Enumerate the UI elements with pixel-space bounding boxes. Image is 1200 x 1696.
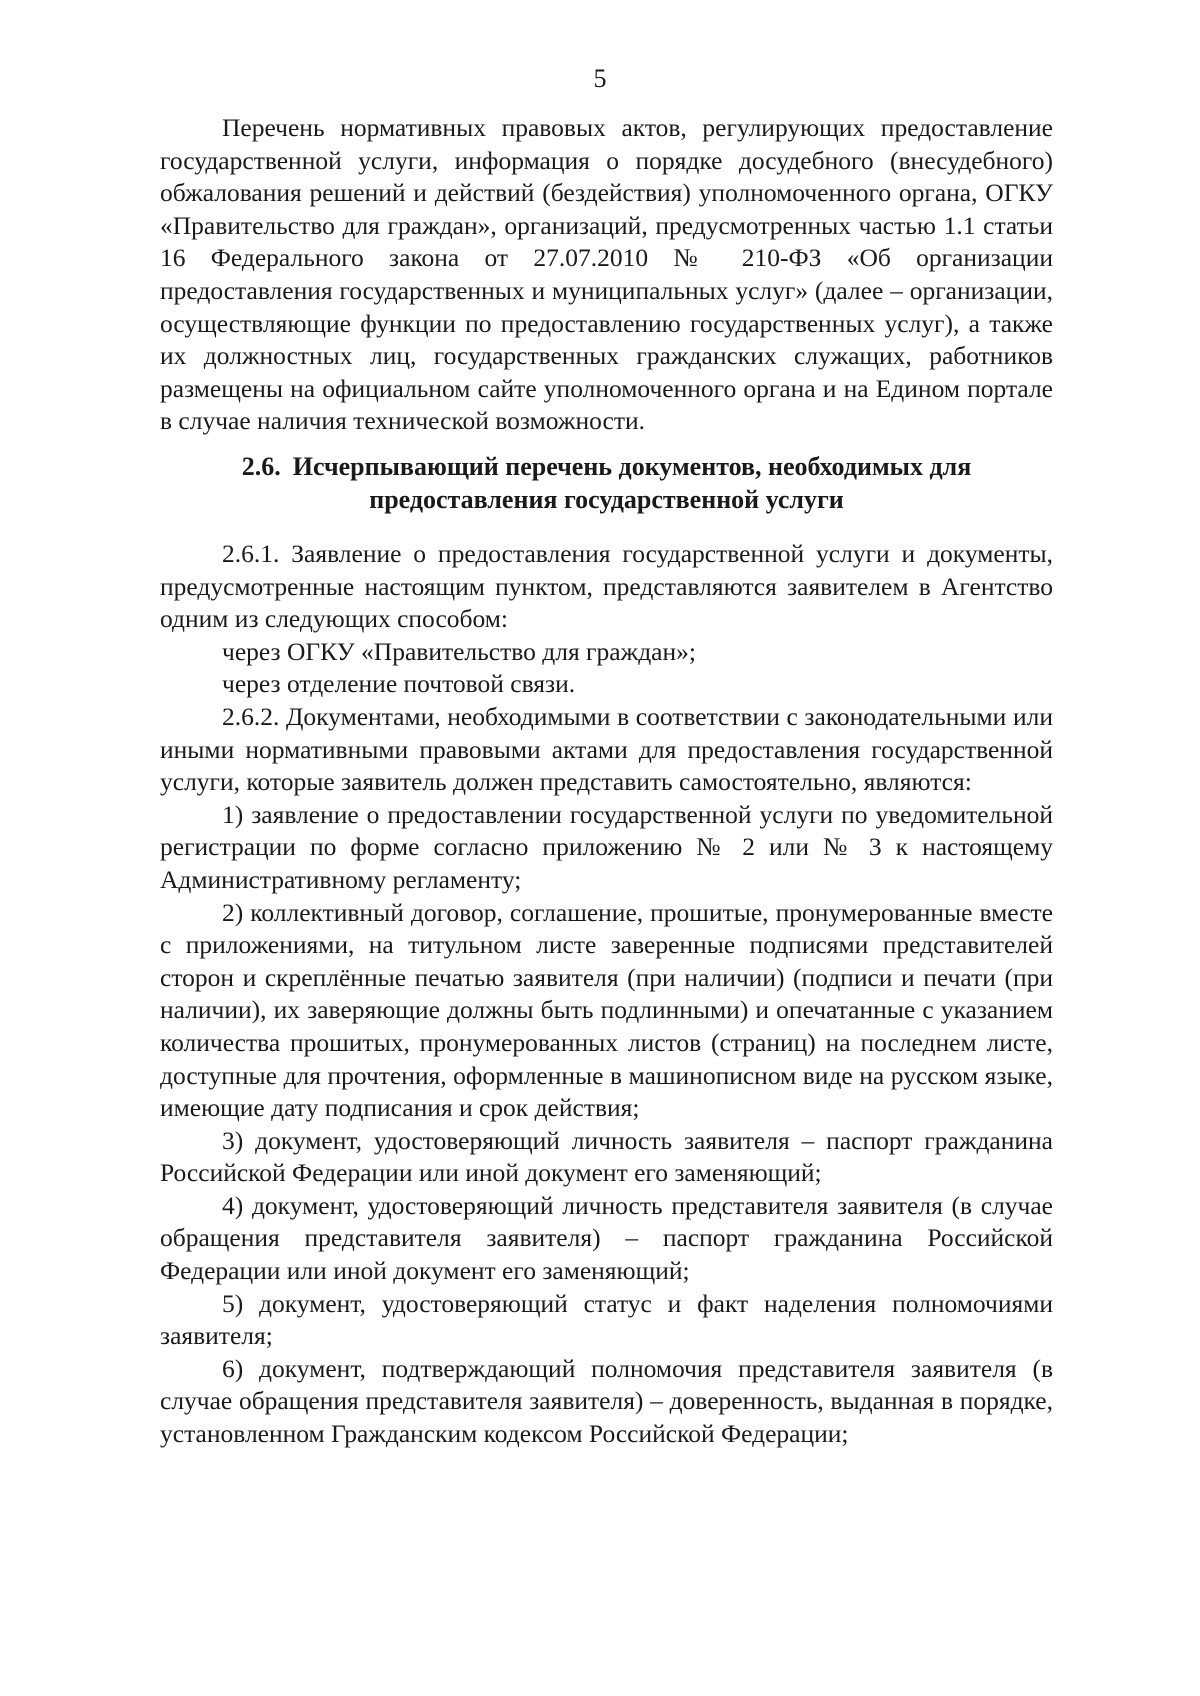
section-number: 2.6.: [241, 452, 281, 481]
paragraph-2-6-2: 2.6.2. Документами, необходимыми в соответствии с законодательными или иными нормативными правовыми актами для предоставления государственной услуги, которые заявитель должен представить самостоятельно, являются:: [160, 701, 1053, 797]
section-body: [160, 538, 1053, 1451]
section-title-line-2: предоставления государственной услуги: [369, 485, 844, 514]
method-item: через отделение почтовой связи.: [222, 669, 576, 699]
section-heading-line-1: [160, 450, 1053, 483]
intro-paragraph: Перечень нормативных правовых актов, регулирующих предоставление государственной услуги, информация о порядке досудебного (внесудебного) обжалования решений и действий (бездействия) уполномоченного органа, ОГКУ «Правительство для граждан», организаций, предусмотренных частью 1.1 статьи 16 Федерального закона от 27.07.2010 № 210-ФЗ «Об организации предоставления государственных и муниципальных услуг» (далее – организации, осуществляющие функции по предоставлению государственных услуг), а также их должностных лиц, государственных гражданских служащих, работников размещены на официальном сайте уполномоченного органа и на Едином портале в случае наличия технической возможности.: [160, 113, 1053, 436]
page-number: 5: [593, 64, 607, 93]
method-item: через ОГКУ «Правительство для граждан»;: [222, 636, 696, 666]
list-item: 4) документ, удостоверяющий личность представителя заявителя (в случае обращения представителя заявителя) – паспорт гражданина Российской Федерации или иной документ его заменяющий;: [160, 1190, 1053, 1286]
list-item: 6) документ, подтверждающий полномочия представителя заявителя (в случае обращения представителя заявителя) – доверенность, выданная в порядке, установленном Гражданским кодексом Российской Федерации;: [160, 1353, 1053, 1449]
list-item: 3) документ, удостоверяющий личность заявителя – паспорт гражданина Российской Федерации или иной документ его заменяющий;: [160, 1125, 1053, 1188]
list-item: 5) документ, удостоверяющий статус и факт наделения полномочиями заявителя;: [160, 1288, 1053, 1351]
section-heading: [160, 450, 1053, 516]
list-item: 1) заявление о предоставлении государственной услуги по уведомительной регистрации по форме согласно приложению № 2 или № 3 к настоящему Административному регламенту;: [160, 799, 1053, 894]
intro-block: [160, 112, 1053, 438]
section-title-line-1: Исчерпывающий перечень документов, необходимых для: [292, 452, 972, 481]
paragraph-2-6-1: 2.6.1. Заявление о предоставления государственной услуги и документы, предусмотренные настоящим пунктом, представляются заявителем в Агентство одним из следующих способом:: [160, 539, 1053, 634]
list-item: 2) коллективный договор, соглашение, прошитые, пронумерованные вместе с приложениями, на титульном листе заверенные подписями представителей сторон и скреплённые печатью заявителя (при наличии) (подписи и печати (при наличии), их заверяющие должны быть подлинными) и опечатанные с указанием количества прошитых, пронумерованных листов (страниц) на последнем листе, доступные для прочтения, оформленные в машинописном виде на русском языке, имеющие дату подписания и срок действия;: [160, 897, 1053, 1123]
